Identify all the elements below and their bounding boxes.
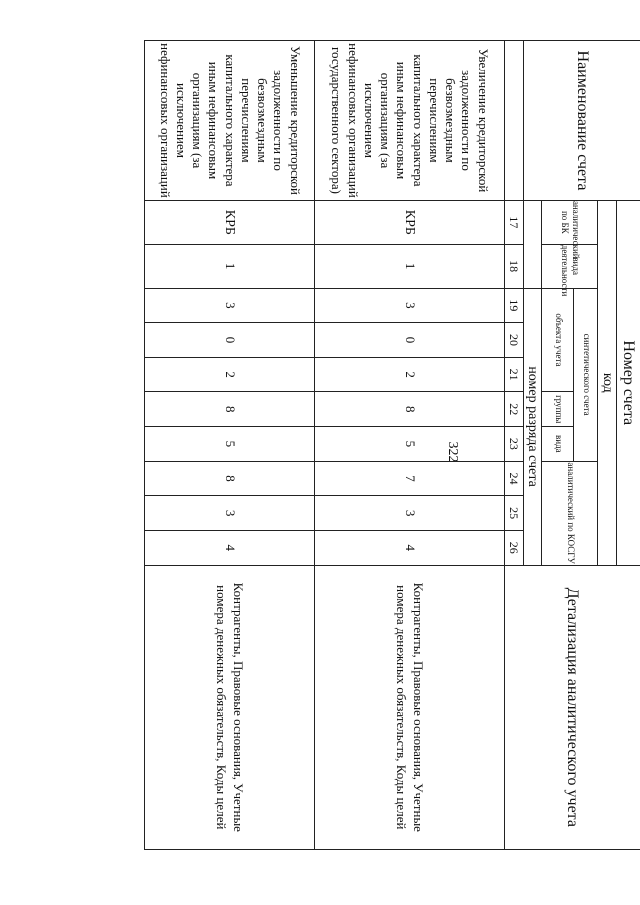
header-digit-number: номер разряда счета: [524, 288, 543, 565]
header-synthetic: синтетического счета: [574, 288, 598, 461]
detail-cell: Контрагенты, Правовые основания, Учетные номера денежных обязательств, Коды целей: [315, 565, 505, 849]
table-row: [145, 41, 315, 850]
digit-cell: 4: [315, 530, 505, 565]
digit-cell: 1: [145, 244, 315, 288]
header-group: группы: [542, 392, 574, 427]
digit-26: 26: [505, 530, 524, 565]
account-name-cell: Уменьшение кредиторской задолженности по безвозмездным перечислениям капитального характера иным нефинансовым организациям (за исключением нефинансовых организаций: [145, 41, 315, 201]
table-row: [315, 41, 505, 850]
digit-18: 18: [505, 244, 524, 288]
page-number: 322: [445, 441, 460, 463]
account-name-cell: Увеличение кредиторской задолженности по безвозмездным перечислениям капитального характера иным нефинансовым организациям (за исключением нефинансовых организаций государственного сектора): [315, 41, 505, 201]
digit-cell: 0: [145, 323, 315, 358]
digit-cell: 3: [315, 288, 505, 323]
digit-cell: 8: [145, 461, 315, 496]
digit-20: 20: [505, 323, 524, 358]
digit-21: 21: [505, 357, 524, 392]
header-analytical-bk: аналитический по БК: [542, 200, 598, 244]
digit-cell: 1: [315, 244, 505, 288]
digit-cell: 7: [315, 461, 505, 496]
header-account-number: Номер счета: [617, 200, 640, 565]
digit-24: 24: [505, 461, 524, 496]
account-table: [144, 40, 640, 850]
digit-22: 22: [505, 392, 524, 427]
digit-cell: 3: [315, 496, 505, 531]
header-object: объекта учета: [542, 288, 574, 392]
header-activity-type: вида деятельности: [542, 244, 598, 288]
digit-cell: 5: [145, 427, 315, 462]
digit-cell: 3: [145, 496, 315, 531]
bk-cell: КРБ: [315, 200, 505, 244]
digit-23: 23: [505, 427, 524, 462]
digit-17: 17: [505, 200, 524, 244]
digit-cell: 4: [145, 530, 315, 565]
digit-cell: 2: [315, 357, 505, 392]
bk-cell: КРБ: [145, 200, 315, 244]
detail-cell: Контрагенты, Правовые основания, Учетные номера денежных обязательств, Коды целей: [145, 565, 315, 849]
digit-cell: 8: [315, 392, 505, 427]
digit-cell: 5: [315, 427, 505, 462]
digit-cell: 3: [145, 288, 315, 323]
digit-cell: 0: [315, 323, 505, 358]
digit-19: 19: [505, 288, 524, 323]
header-kosgu: аналитический по КОСГУ: [542, 461, 598, 565]
header-code: код: [598, 200, 617, 565]
rotated-table-area: [83, 40, 640, 850]
header-type: вида: [542, 427, 574, 462]
header-account-name: Наименование счета: [524, 41, 640, 201]
digit-cell: 2: [145, 357, 315, 392]
digit-25: 25: [505, 496, 524, 531]
header-detail: Детализация аналитического учета: [505, 565, 640, 849]
digit-cell: 8: [145, 392, 315, 427]
